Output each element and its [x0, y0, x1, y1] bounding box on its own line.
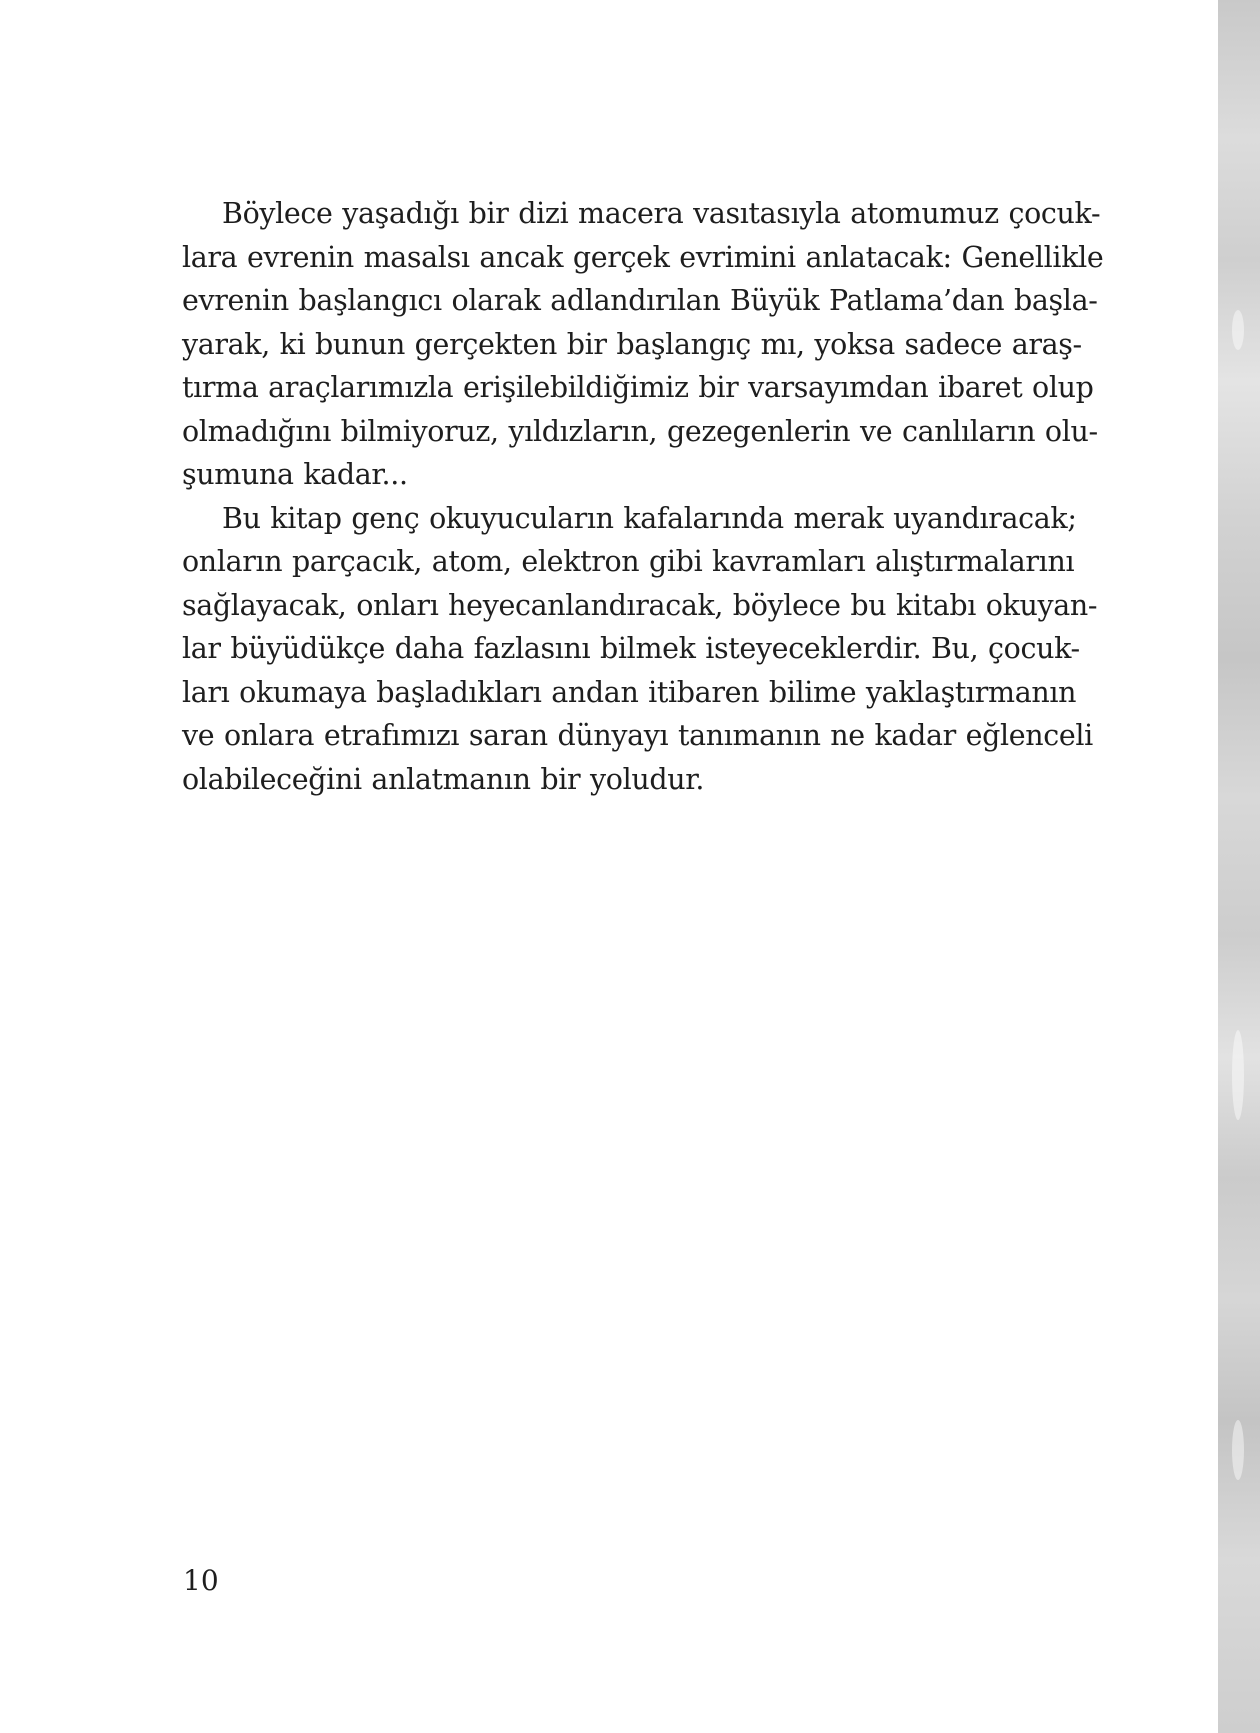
body-line: yarak, ki bunun gerçekten bir başlangıç mı, yoksa sadece araş- [182, 327, 1082, 361]
body-line: olmadığını bilmiyoruz, yıldızların, gezegenlerin ve canlıların olu- [182, 414, 1098, 448]
body-line: Bu kitap genç okuyucuların kafalarında merak uyandıracak; [222, 501, 1077, 535]
page-number: 10 [183, 1564, 219, 1597]
body-line: lara evrenin masalsı ancak gerçek evrimini anlatacak: Genellikle [182, 240, 1104, 274]
body-text [182, 192, 1104, 801]
body-line: şumuna kadar... [182, 458, 408, 491]
body-line: ve onlara etrafımızı saran dünyayı tanımanın ne kadar eğlenceli [182, 719, 1093, 752]
body-line: sağlayacak, onları heyecanlandıracak, böylece bu kitabı okuyan- [182, 588, 1098, 622]
body-line: olabileceğini anlatmanın bir yoludur. [182, 762, 705, 796]
body-line: onların parçacık, atom, elektron gibi kavramları alıştırmalarını [182, 545, 1075, 578]
body-line: evrenin başlangıcı olarak adlandırılan Büyük Patlama’dan başla- [182, 284, 1098, 317]
page-edge-strip [1218, 0, 1260, 1733]
body-line: lar büyüdükçe daha fazlasını bilmek isteyeceklerdir. Bu, çocuk- [182, 632, 1080, 665]
body-line: tırma araçlarımızla erişilebildiğimiz bir varsayımdan ibaret olup [182, 371, 1094, 404]
body-line: Böylece yaşadığı bir dizi macera vasıtasıyla atomumuz çocuk- [222, 197, 1101, 230]
body-line: ları okumaya başladıkları andan itibaren bilime yaklaştırmanın [182, 675, 1077, 709]
